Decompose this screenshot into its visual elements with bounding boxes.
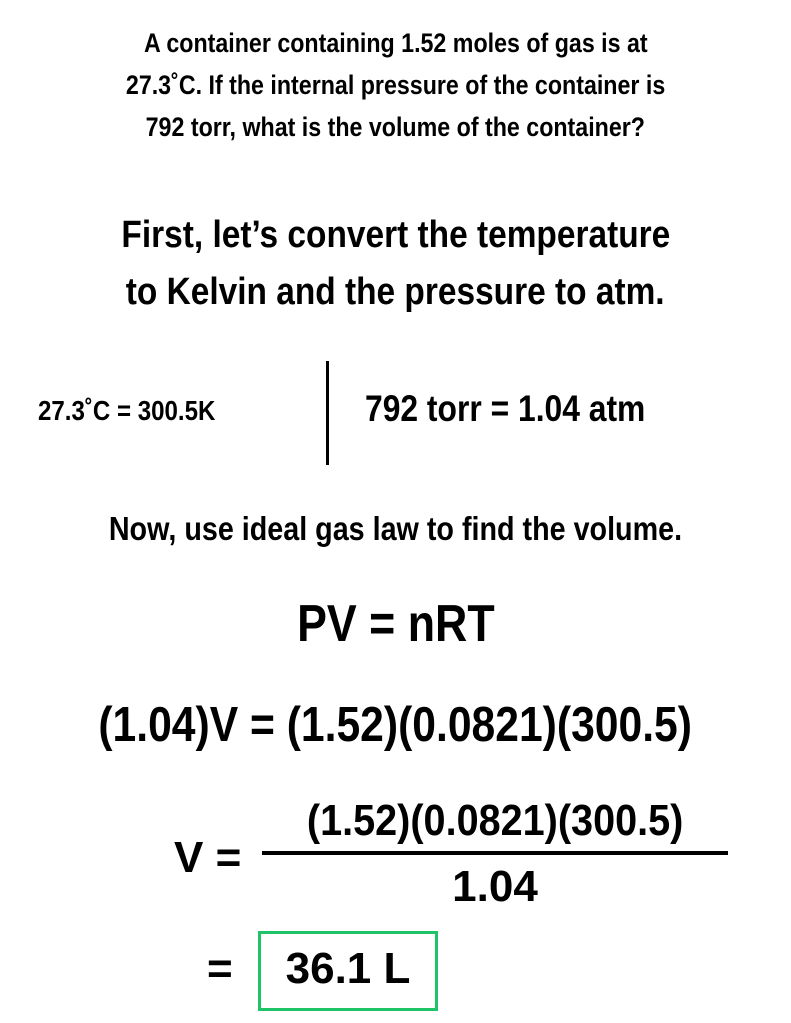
substituted-equation: (1.04)V = (1.52)(0.0821)(300.5)	[98, 698, 693, 752]
question-line-1: A container containing 1.52 moles of gas is at	[143, 28, 648, 58]
step1-heading-line-2: to Kelvin and the pressure to atm.	[126, 271, 665, 313]
pressure-conversion: 792 torr = 1.04 atm	[365, 388, 646, 429]
temperature-conversion: 27.3˚C = 300.5K	[38, 395, 216, 426]
ideal-gas-formula: PV = nRT	[296, 595, 495, 653]
equals-sign: =	[207, 944, 233, 993]
divider	[326, 361, 329, 465]
step2-instruction: Now, use ideal gas law to find the volume.	[108, 510, 683, 547]
fraction-bar	[262, 851, 728, 855]
fraction-denominator: 1.04	[452, 862, 538, 911]
question-line-2: 27.3˚C. If the internal pressure of the container is	[125, 70, 666, 100]
fraction-numerator: (1.52)(0.0821)(300.5)	[306, 796, 684, 845]
answer-value: 36.1 L	[285, 944, 411, 993]
solve-lhs: V =	[174, 833, 242, 882]
step1-heading-line-1: First, let’s convert the temperature	[121, 214, 670, 256]
question-line-3: 792 torr, what is the volume of the container?	[145, 112, 646, 142]
